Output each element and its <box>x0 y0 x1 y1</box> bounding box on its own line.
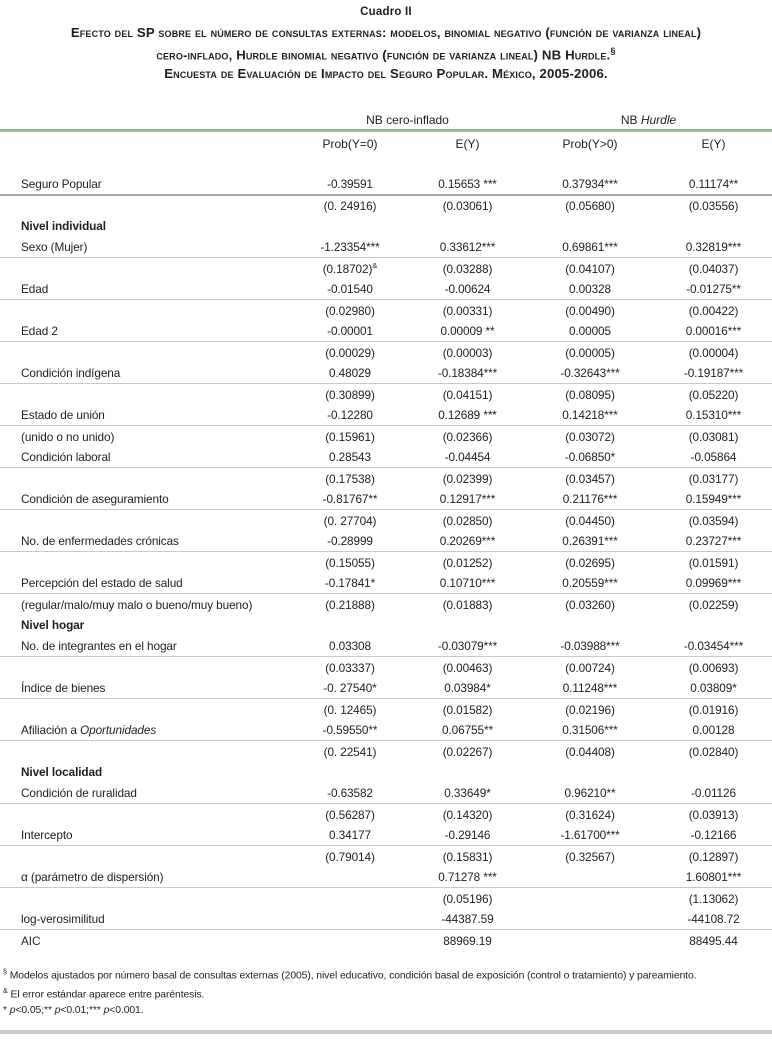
footnote-models: § Modelos ajustados por número basal de consultas externas (2005), nivel educativo, condición basal de exposición (control o tratamiento) y pareamiento. <box>3 966 697 982</box>
cell-value: 0.15310*** <box>655 405 772 426</box>
table-row <box>0 678 772 699</box>
cell-value: (0.03556) <box>688 198 739 213</box>
cell-value <box>525 615 655 636</box>
cell-value: 0.48029 <box>290 363 410 384</box>
title-block <box>0 0 772 83</box>
row-label <box>0 384 290 405</box>
row-label <box>0 468 290 489</box>
subtitle: Encuesta de Evaluación de Impacto del Seguro Popular. México, 2005-2006. <box>164 66 608 82</box>
cell-value: -0.03988*** <box>525 636 655 657</box>
table-row <box>0 321 772 342</box>
table-row <box>0 930 772 951</box>
cell-value <box>290 762 410 783</box>
cell-value: (0.03337) <box>325 660 375 675</box>
cell-value: -0.63582 <box>290 783 410 804</box>
cell-value: (0.00331) <box>442 303 493 318</box>
cell-value: (0.00004) <box>688 345 739 360</box>
row-label: Percepción del estado de salud <box>0 573 290 594</box>
cell-value: (0.15831) <box>442 849 493 864</box>
cell-value <box>290 615 410 636</box>
cell-value: 1.60801*** <box>655 867 772 888</box>
cell-value: (0.01591) <box>688 555 739 570</box>
row-label: Condición laboral <box>0 447 290 468</box>
cell-value <box>655 216 772 237</box>
cell-value: 0.15653 *** <box>410 174 525 195</box>
cell-value: (0.03081) <box>688 429 739 444</box>
cell-value: (0.56287) <box>325 807 375 822</box>
cell-value: 0.12689 *** <box>410 405 525 426</box>
cell-value <box>290 930 410 951</box>
cell-value: -1.61700*** <box>525 825 655 846</box>
cell-value: (0.00003) <box>442 345 493 360</box>
cell-value <box>410 762 525 783</box>
cell-value: (0.00693) <box>688 660 739 675</box>
cell-value: (0.00005) <box>565 345 615 360</box>
cell-value: 0.23727*** <box>655 531 772 552</box>
row-label: (regular/malo/muy malo o bueno/muy bueno) <box>21 597 253 612</box>
cell-value <box>655 762 772 783</box>
table-row <box>0 636 772 657</box>
cell-value: -44108.72 <box>655 909 772 930</box>
cell-value: -1.23354*** <box>290 237 410 258</box>
table-row <box>0 909 772 930</box>
cell-value: (0.01916) <box>688 702 739 717</box>
row-label: Edad <box>0 279 290 300</box>
cell-value: -0.00624 <box>410 279 525 300</box>
cell-value: (0.02196) <box>565 702 615 717</box>
cell-value <box>655 615 772 636</box>
row-label: No. de enfermedades crónicas <box>0 531 290 552</box>
row-label: Nivel hogar <box>21 618 85 633</box>
cell-value: (0. 12465) <box>323 702 377 717</box>
table-row <box>0 342 772 363</box>
footnotes <box>0 964 772 1018</box>
table-row <box>0 741 772 762</box>
cell-value <box>525 762 655 783</box>
table-row <box>0 363 772 384</box>
page-title-line-2: cero-inflado, Hurdle binomial negativo (función de varianza lineal) NB Hurdle.§ <box>156 46 616 63</box>
cell-value: (0.04151) <box>442 387 493 402</box>
cell-value: 0.37934*** <box>525 174 655 195</box>
table-row <box>0 447 772 468</box>
cell-value: (0.03913) <box>688 807 739 822</box>
table-row <box>0 426 772 447</box>
row-label: Edad 2 <box>0 321 290 342</box>
col-header-ey-1: E(Y) <box>455 137 480 152</box>
row-label <box>0 258 290 279</box>
cell-value: (0.04107) <box>565 261 615 276</box>
cell-value: (0.04450) <box>565 513 615 528</box>
table-row <box>0 594 772 615</box>
cell-value: 0.00016*** <box>655 321 772 342</box>
cell-value: -0.00001 <box>290 321 410 342</box>
cell-value: 0.28543 <box>290 447 410 468</box>
row-label <box>0 699 290 720</box>
cell-value: 0.31506*** <box>525 720 655 741</box>
cell-value: (0.02850) <box>442 513 493 528</box>
footnote-standard-error: & El error estándar aparece entre paréntesis. <box>3 986 205 1001</box>
section-header-row <box>0 615 772 636</box>
cell-value: 0.20559*** <box>525 573 655 594</box>
cell-value: 0.03809* <box>655 678 772 699</box>
cell-value: (0.12897) <box>688 849 739 864</box>
cell-value: -0.29146 <box>410 825 525 846</box>
cell-value: 0.11248*** <box>525 678 655 699</box>
results-table <box>0 110 772 951</box>
cell-value <box>525 930 655 951</box>
cell-value: -0.01540 <box>290 279 410 300</box>
row-label <box>0 552 290 573</box>
cell-value: -0.81767** <box>290 489 410 510</box>
cell-value: (0.00463) <box>442 660 493 675</box>
table-row <box>0 468 772 489</box>
row-label: Estado de unión <box>0 405 290 426</box>
table-row <box>0 531 772 552</box>
cell-value: 0.96210** <box>525 783 655 804</box>
cell-value: 0.11174** <box>655 174 772 195</box>
cell-value: -0.39591 <box>290 174 410 195</box>
table-row <box>0 174 772 195</box>
cell-value <box>290 909 410 930</box>
row-label <box>0 804 290 825</box>
cell-value: 0.00009 ** <box>410 321 525 342</box>
row-label: Afiliación a Oportunidades <box>0 720 290 741</box>
cell-value: (0.00029) <box>325 345 375 360</box>
cell-value: (0.03072) <box>565 429 615 444</box>
cell-value: (0.03177) <box>688 471 739 486</box>
table-row <box>0 237 772 258</box>
row-label: Intercepto <box>0 825 290 846</box>
cell-value: 0.26391*** <box>525 531 655 552</box>
cell-value: (0.03260) <box>565 597 615 612</box>
cell-value: -0.12280 <box>290 405 410 426</box>
page-title-line-1: Efecto del SP sobre el número de consultas externas: modelos, binomial negativo (función de varianza lineal) <box>70 25 702 40</box>
row-label: log-verosimilitud <box>0 909 290 930</box>
cell-value: (0.00422) <box>688 303 739 318</box>
cell-value <box>525 909 655 930</box>
cell-value: -0.59550** <box>290 720 410 741</box>
cell-value: -0.06850* <box>525 447 655 468</box>
cell-value: (0.05196) <box>442 891 493 906</box>
cell-value: (0.15055) <box>325 555 375 570</box>
cell-value: 88969.19 <box>443 933 492 948</box>
row-label: AIC <box>21 933 41 948</box>
cell-value: -0.01126 <box>655 783 772 804</box>
cell-value: -0.04454 <box>410 447 525 468</box>
footnote-significance: * p<0.05;** p<0.01;*** p<0.001. <box>3 1004 144 1016</box>
cell-value <box>525 216 655 237</box>
cell-value: -0.19187*** <box>655 363 772 384</box>
row-label <box>0 657 290 678</box>
cell-value: (0.79014) <box>325 849 375 864</box>
table-row <box>0 699 772 720</box>
cell-value: (0.00724) <box>565 660 615 675</box>
group-header-nb-hurdle: NB Hurdle <box>620 112 677 127</box>
cell-value: 0.06755** <box>410 720 525 741</box>
cell-value: -0.28999 <box>290 531 410 552</box>
cell-value: 0.20269*** <box>410 531 525 552</box>
cell-value: (0.02267) <box>442 744 493 759</box>
row-label <box>0 510 290 531</box>
cell-value: (0.15961) <box>325 429 375 444</box>
cell-value: (0.03288) <box>442 261 493 276</box>
cell-value <box>290 888 410 909</box>
cell-value <box>410 216 525 237</box>
cell-value: -0.12166 <box>655 825 772 846</box>
cell-value: (0.02259) <box>688 597 739 612</box>
table-row <box>0 552 772 573</box>
cell-value: -44387.59 <box>410 909 525 930</box>
col-header-prob-y0: Prob(Y=0) <box>322 137 378 152</box>
table-row <box>0 783 772 804</box>
table-body <box>0 174 772 951</box>
cell-value: (1.13062) <box>688 891 739 906</box>
cell-value: 0.15949*** <box>655 489 772 510</box>
table-row <box>0 279 772 300</box>
cell-value: (0.02366) <box>442 429 493 444</box>
table-row <box>0 867 772 888</box>
cell-value: (0. 22541) <box>323 744 377 759</box>
row-label: Seguro Popular <box>0 174 290 195</box>
cell-value: -0.03079*** <box>410 636 525 657</box>
row-label: α (parámetro de dispersión) <box>0 867 290 888</box>
cell-value <box>290 867 410 888</box>
cell-value: 88495.44 <box>689 933 738 948</box>
table-row <box>0 804 772 825</box>
cell-value: 0.00328 <box>525 279 655 300</box>
cell-value <box>410 615 525 636</box>
cell-value: (0.02980) <box>325 303 375 318</box>
row-label <box>0 300 290 321</box>
cell-value: 0.10710*** <box>410 573 525 594</box>
table-number: Cuadro II <box>360 6 412 18</box>
row-label: Condición de ruralidad <box>0 783 290 804</box>
col-header-prob-ygt0: Prob(Y>0) <box>562 137 618 152</box>
cell-value: (0.02399) <box>442 471 493 486</box>
row-label <box>0 846 290 867</box>
cell-value: (0.01252) <box>442 555 493 570</box>
cell-value: -0.17841* <box>290 573 410 594</box>
cell-value: 0.71278 *** <box>410 867 525 888</box>
cell-value: 0.09969*** <box>655 573 772 594</box>
table-row <box>0 405 772 426</box>
row-label: Nivel individual <box>21 219 106 234</box>
cell-value: 0.12917*** <box>410 489 525 510</box>
cell-value: (0.08095) <box>565 387 615 402</box>
cell-value: (0.31624) <box>565 807 615 822</box>
cell-value: (0.30899) <box>325 387 375 402</box>
cell-value: -0.05864 <box>655 447 772 468</box>
cell-value: 0.00128 <box>655 720 772 741</box>
row-label: (unido o no unido) <box>21 429 115 444</box>
cell-value: -0.18384*** <box>410 363 525 384</box>
group-header-nb-cero-inflado: NB cero-inflado <box>366 112 449 127</box>
table-row <box>0 489 772 510</box>
cell-value: (0.01883) <box>442 597 493 612</box>
table-row <box>0 657 772 678</box>
bottom-page-rule <box>0 1030 772 1034</box>
cell-value: (0.14320) <box>442 807 493 822</box>
cell-value: (0.03594) <box>688 513 739 528</box>
cell-value: (0.02695) <box>565 555 615 570</box>
cell-value: (0.17538) <box>325 471 375 486</box>
table-row <box>0 573 772 594</box>
cell-value: (0.03061) <box>442 198 493 213</box>
cell-value: (0.03457) <box>565 471 615 486</box>
cell-value: 0.14218*** <box>525 405 655 426</box>
cell-value: -0.32643*** <box>525 363 655 384</box>
row-label: Condición de aseguramiento <box>0 489 290 510</box>
cell-value: 0.00005 <box>525 321 655 342</box>
cell-value: -0.01275** <box>655 279 772 300</box>
cell-value: (0.05220) <box>688 387 739 402</box>
cell-value: (0.00490) <box>565 303 615 318</box>
row-label <box>0 888 290 909</box>
cell-value: (0.04037) <box>688 261 739 276</box>
cell-value: (0.01582) <box>442 702 493 717</box>
table-row <box>0 195 772 216</box>
row-label: Sexo (Mujer) <box>0 237 290 258</box>
table-row <box>0 510 772 531</box>
row-label: Nivel localidad <box>21 765 103 780</box>
cell-value: (0.04408) <box>565 744 615 759</box>
cell-value: 0.34177 <box>290 825 410 846</box>
cell-value: (0. 27704) <box>323 513 377 528</box>
col-header-ey-2: E(Y) <box>701 137 726 152</box>
cell-value: (0.02840) <box>688 744 739 759</box>
row-label <box>0 741 290 762</box>
cell-value <box>525 867 655 888</box>
cell-value <box>290 216 410 237</box>
row-label: Condición indígena <box>0 363 290 384</box>
table-row <box>0 300 772 321</box>
cell-value: 0.33649* <box>410 783 525 804</box>
cell-value: -0.03454*** <box>655 636 772 657</box>
row-label: No. de integrantes en el hogar <box>0 636 290 657</box>
group-header-row <box>0 110 772 129</box>
header-spacer <box>0 157 772 174</box>
empty-corner-cell <box>0 110 290 129</box>
cell-value: (0.18702)& <box>322 261 378 277</box>
table-row <box>0 384 772 405</box>
table-row <box>0 846 772 867</box>
empty-corner-cell <box>0 131 290 157</box>
cell-value: -0. 27540* <box>290 678 410 699</box>
cell-value: 0.32819*** <box>655 237 772 258</box>
cell-value: (0. 24916) <box>323 198 377 213</box>
cell-value: (0.32567) <box>565 849 615 864</box>
row-label: Índice de bienes <box>0 678 290 699</box>
cell-value: 0.69861*** <box>525 237 655 258</box>
cell-value: 0.33612*** <box>410 237 525 258</box>
cell-value: (0.21888) <box>325 597 375 612</box>
table-row <box>0 258 772 279</box>
cell-value <box>525 888 655 909</box>
table-row <box>0 720 772 741</box>
row-label <box>0 195 290 216</box>
cell-value: 0.03984* <box>410 678 525 699</box>
row-label <box>0 342 290 363</box>
section-header-row <box>0 216 772 237</box>
table-row <box>0 825 772 846</box>
cell-value: (0.05680) <box>565 198 615 213</box>
table-row <box>0 888 772 909</box>
cell-value: 0.03308 <box>290 636 410 657</box>
cell-value: 0.21176*** <box>525 489 655 510</box>
column-header-row <box>0 131 772 157</box>
section-header-row <box>0 762 772 783</box>
